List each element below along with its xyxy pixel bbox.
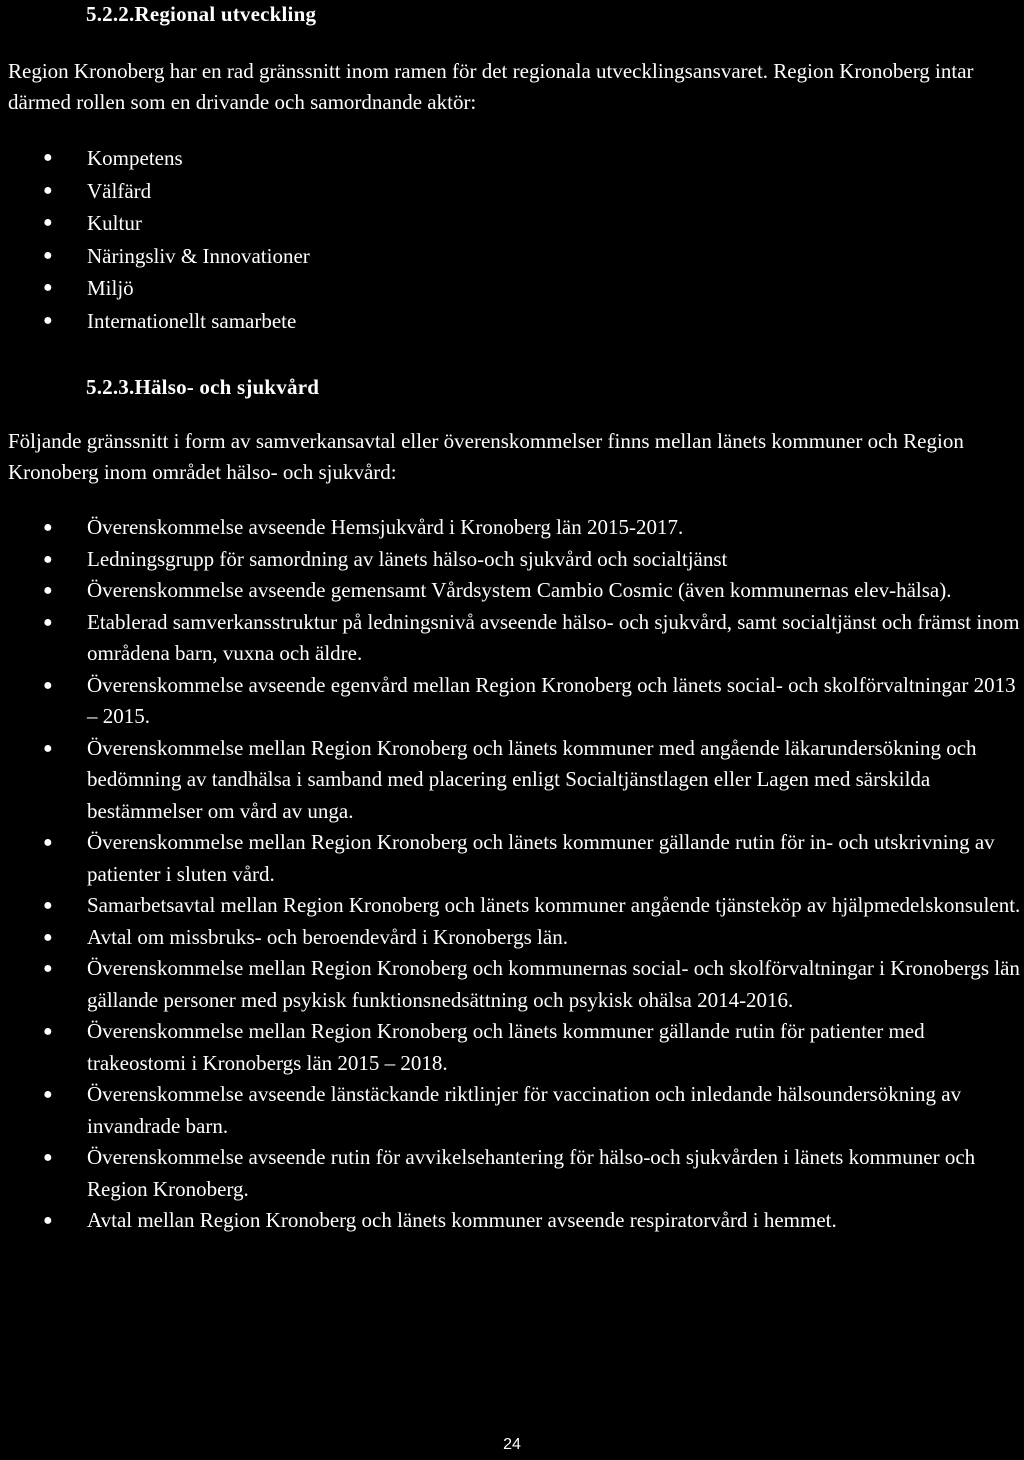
bullet-list-regional [8, 142, 1008, 337]
bullet-icon: ● [43, 214, 53, 231]
list-item-text: Överenskommelse avseende rutin för avvikelsehantering för hälso-och sjukvården i länets kommuner och Region Kronoberg. [87, 1145, 976, 1201]
bullet-icon: ● [43, 181, 53, 199]
list-item [8, 670, 1022, 733]
list-item-text: Överenskommelse mellan Region Kronoberg och kommunernas social- och skolförvaltningar i Kronobergs län gällande personer med psykisk funktionsnedsättning och psykisk ohälsa 2014-2016. [87, 956, 1020, 1012]
list-item-text: Internationellt samarbete [87, 308, 297, 333]
list-item-text: Miljö [87, 276, 134, 300]
list-item [8, 890, 1022, 922]
bullet-list-halso [8, 512, 1022, 1237]
list-item-text: Överenskommelse avseende egenvård mellan Region Kronoberg och länets social- och skolförvaltningar 2013 – 2015. [87, 672, 1016, 728]
list-item-text: Ledningsgrupp för samordning av länets hälso-och sjukvård och socialtjänst [87, 546, 728, 571]
list-item [8, 1016, 1022, 1079]
list-item-text: Samarbetsavtal mellan Region Kronoberg och länets kommuner angående tjänsteköp av hjälpmedelskonsulent. [87, 893, 1021, 917]
bullet-icon: ● [43, 550, 53, 568]
list-item-text: Överenskommelse mellan Region Kronoberg och länets kommuner gällande rutin för in- och utskrivning av patienter i sluten vård. [87, 830, 995, 886]
bullet-icon: ● [43, 279, 53, 296]
list-item [8, 733, 1022, 828]
section-heading-halso-sjukvard: 5.2.3.Hälso- och sjukvård [86, 375, 320, 399]
list-item [8, 953, 1022, 1016]
list-item [8, 1079, 1022, 1142]
bullet-icon: ● [43, 246, 53, 264]
bullet-icon: ● [43, 1023, 53, 1040]
bullet-icon: ● [43, 149, 53, 166]
bullet-icon: ● [43, 739, 53, 757]
list-item [8, 512, 1022, 544]
list-item-text: Näringsliv & Innovationer [87, 243, 310, 268]
list-item [8, 240, 1008, 273]
list-item-text: Överenskommelse mellan Region Kronoberg och länets kommuner med angående läkarundersökning och bedömning av tandhälsa i samband med placering enligt Socialtjänstlagen eller Lagen med särskilda bestämmelser om vård av unga. [87, 735, 977, 823]
list-item-text: Kompetens [87, 146, 183, 170]
list-item [8, 922, 1022, 954]
list-item [8, 607, 1022, 670]
list-item-text: Etablerad samverkansstruktur på ledningsnivå avseende hälso- och sjukvård, samt socialtjänst och främst inom områdena barn, vuxna och äldre. [87, 609, 1020, 665]
bullet-icon: ● [43, 1149, 53, 1166]
list-item [8, 272, 1008, 305]
section-heading-regional-utveckling: 5.2.2.Regional utveckling [86, 2, 317, 26]
bullet-icon: ● [43, 834, 53, 851]
bullet-icon: ● [43, 1212, 53, 1229]
bullet-icon: ● [43, 519, 53, 536]
list-item-text: Överenskommelse avseende gemensamt Vårdsystem Cambio Cosmic (även kommunernas elev-hälsa). [87, 578, 952, 602]
list-item [8, 1142, 1022, 1205]
bullet-icon: ● [43, 897, 53, 914]
list-item [8, 575, 1022, 607]
list-item-text: Överenskommelse avseende Hemsjukvård i Kronoberg län 2015-2017. [87, 515, 684, 539]
bullet-icon: ● [43, 960, 53, 977]
bullet-icon: ● [43, 613, 53, 631]
list-item [8, 827, 1022, 890]
bullet-icon: ● [43, 582, 53, 599]
list-item-text: Avtal mellan Region Kronoberg och länets kommuner avseende respiratorvård i hemmet. [87, 1208, 837, 1232]
list-item [8, 1205, 1022, 1237]
bullet-icon: ● [43, 928, 53, 946]
list-item [8, 544, 1022, 576]
bullet-icon: ● [43, 1086, 53, 1103]
paragraph-halso-intro: Följande gränssnitt i form av samverkansavtal eller överenskommelser finns mellan länets kommuner och Region Kronoberg inom området hälso- och sjukvård: [8, 429, 964, 484]
bullet-icon: ● [43, 311, 53, 329]
list-item-text: Välfärd [87, 178, 152, 203]
bullet-icon: ● [43, 676, 53, 694]
list-item [8, 142, 1008, 175]
page-number: 24 [503, 1436, 521, 1453]
list-item-text: Överenskommelse mellan Region Kronoberg och länets kommuner gällande rutin för patienter med trakeostomi i Kronobergs län 2015 – 2018. [87, 1019, 925, 1075]
list-item [8, 175, 1008, 208]
list-item-text: Avtal om missbruks- och beroendevård i Kronobergs län. [87, 924, 568, 949]
list-item [8, 305, 1008, 338]
paragraph-regional-intro: Region Kronoberg har en rad gränssnitt inom ramen för det regionala utvecklingsansvaret. Region Kronoberg intar därmed rollen som en drivande och samordnande aktör: [8, 59, 974, 114]
list-item [8, 207, 1008, 240]
list-item-text: Kultur [87, 211, 142, 235]
list-item-text: Överenskommelse avseende länstäckande riktlinjer för vaccination och inledande hälsoundersökning av invandrade barn. [87, 1082, 962, 1138]
